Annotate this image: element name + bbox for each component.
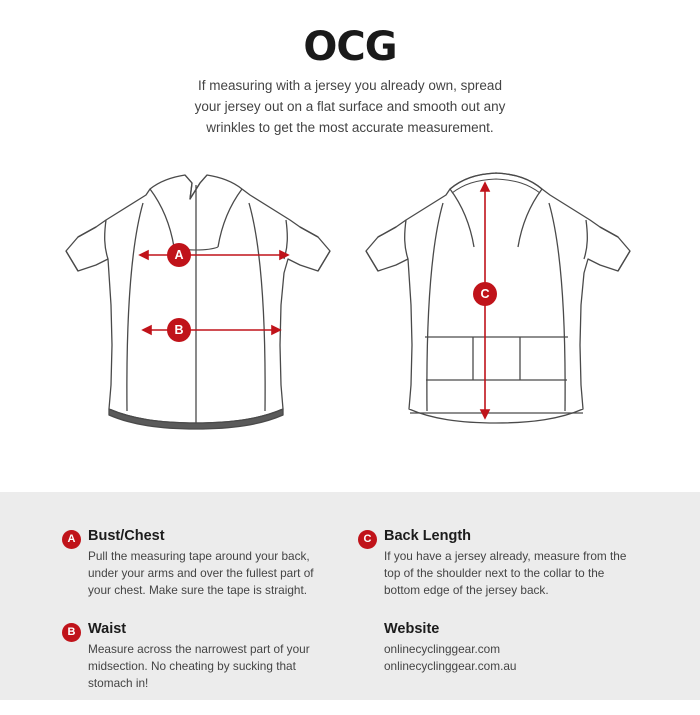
- legend-desc-back-length: If you have a jersey already, measure from the top of the shoulder next to the collar to the bottom edge of the jersey back.: [384, 549, 627, 598]
- jersey-illustration-svg: [0, 165, 700, 495]
- marker-a: A: [167, 243, 191, 267]
- legend-title-website: Website: [384, 621, 440, 638]
- legend-column-left: [62, 528, 332, 715]
- legend-item-website: [358, 621, 628, 675]
- legend-item-bust-chest: [62, 528, 332, 599]
- legend-desc-waist: Measure across the narrowest part of your midsection. No cheating by sucking that stomach in!: [88, 642, 310, 691]
- legend-panel: [0, 492, 700, 700]
- marker-c-legend: C: [358, 530, 377, 549]
- legend-title-waist: Waist: [88, 621, 127, 638]
- website-url-com-au[interactable]: onlinecyclinggear.com.au: [384, 659, 517, 674]
- marker-a-legend: A: [62, 530, 81, 549]
- front-jersey-outline: [66, 175, 330, 429]
- brand-logo: OCG: [303, 24, 397, 70]
- legend-item-waist: [62, 621, 332, 692]
- back-jersey-outline: [366, 173, 630, 423]
- marker-b: B: [167, 318, 191, 342]
- legend-column-right: [358, 528, 628, 697]
- jersey-diagram: [0, 165, 700, 495]
- legend-item-back-length: [358, 528, 628, 599]
- legend-desc-bust-chest: Pull the measuring tape around your back, under your arms and over the fullest part of your chest. Make sure the tape is straight.: [88, 549, 314, 598]
- website-url-com[interactable]: onlinecyclinggear.com: [384, 642, 501, 657]
- legend-title-bust-chest: Bust/Chest: [88, 528, 165, 544]
- marker-b-legend: B: [62, 623, 81, 642]
- intro-text: If measuring with a jersey you already own, spread your jersey out on a flat surface and smooth out any wrinkles to get the most accurate measurement.: [194, 78, 506, 135]
- marker-c: C: [473, 282, 497, 306]
- legend-title-back-length: Back Length: [384, 528, 472, 544]
